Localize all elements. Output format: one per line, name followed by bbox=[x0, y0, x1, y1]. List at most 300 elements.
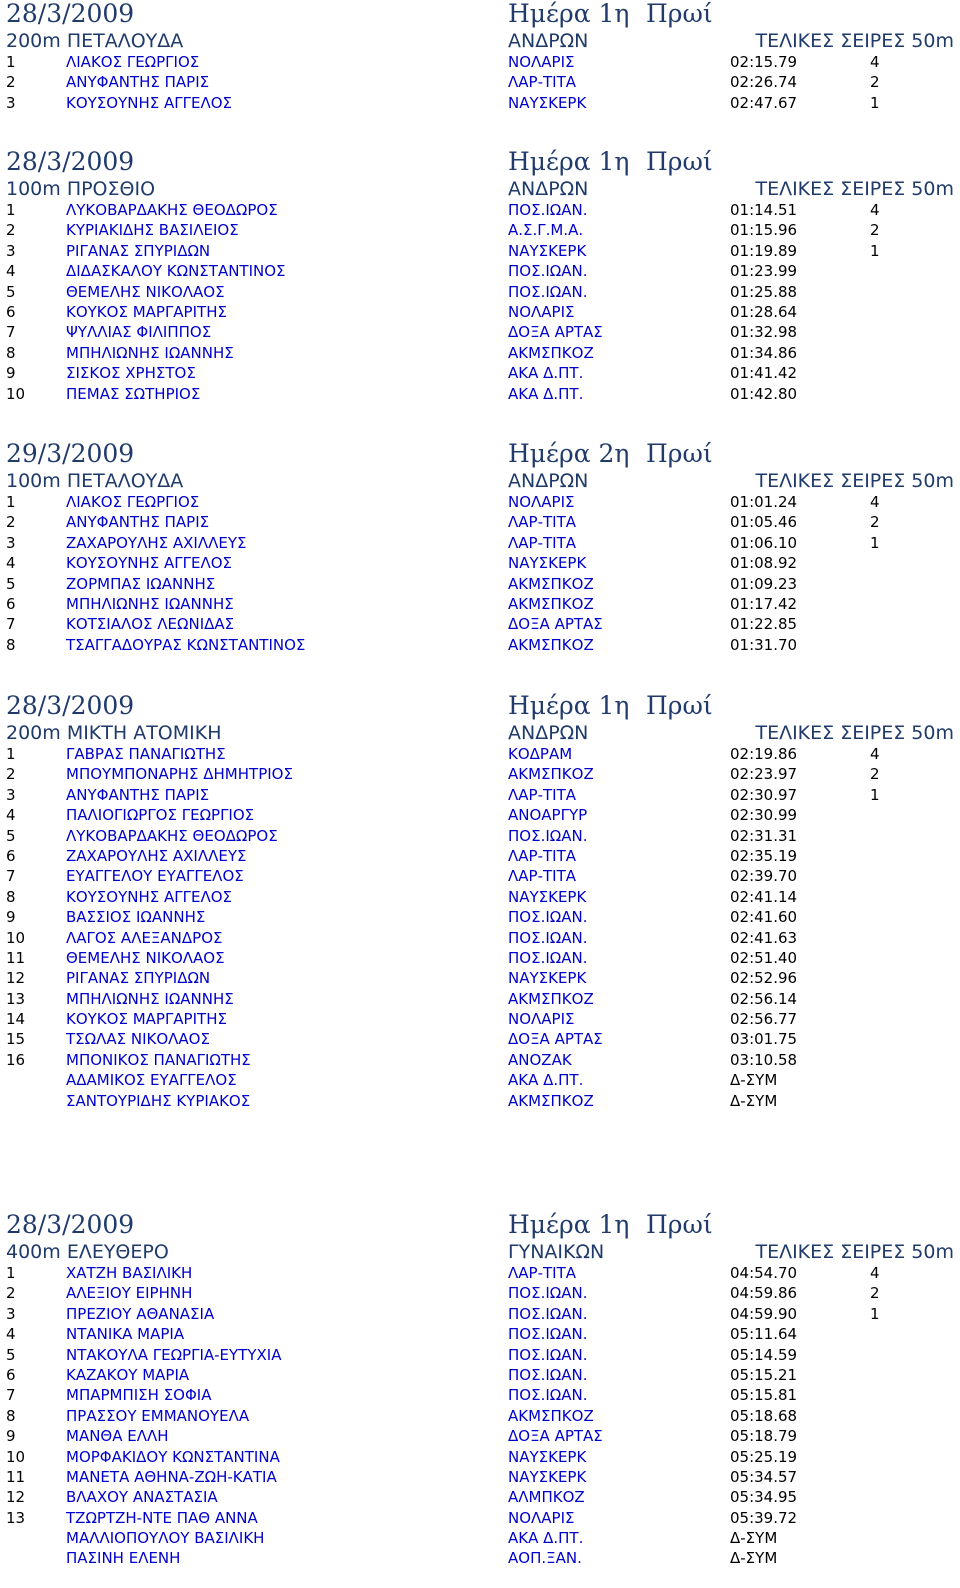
result-row bbox=[0, 1508, 960, 1528]
club-name: ΑΚΑ Δ.ΠΤ. bbox=[508, 1071, 584, 1090]
club-name: ΑΚΜΣΠΚΟΖ bbox=[508, 343, 594, 362]
swimmer-name: ΜΟΡΦΑΚΙΔΟΥ ΚΩΝΣΤΑΝΤΙΝΑ bbox=[66, 1447, 280, 1466]
event-header bbox=[0, 470, 960, 492]
rank-cell: 5 bbox=[6, 282, 16, 301]
club-name: ΠΟΣ.ΙΩΑΝ. bbox=[508, 282, 588, 301]
rank-cell: 3 bbox=[6, 1304, 16, 1323]
result-row bbox=[0, 948, 960, 968]
result-row bbox=[0, 989, 960, 1009]
club-name: ΑΚΜΣΠΚΟΖ bbox=[508, 574, 594, 593]
swimmer-name: ΖΟΡΜΠΑΣ ΙΩΑΝΝΗΣ bbox=[66, 574, 216, 593]
points-cell: 1 bbox=[870, 93, 880, 112]
club-name: ΑΛΜΠΚΟΖ bbox=[508, 1488, 585, 1507]
category-label: ΑΝΔΡΩΝ bbox=[508, 178, 589, 200]
time-cell: 02:47.67 bbox=[730, 93, 798, 112]
swimmer-name: ΒΛΑΧΟΥ ΑΝΑΣΤΑΣΙΑ bbox=[66, 1488, 218, 1507]
time-cell: Δ-ΣΥΜ bbox=[730, 1091, 778, 1110]
swimmer-name: ΜΠΟΥΜΠΟΝΑΡΗΣ ΔΗΜΗΤΡΙΟΣ bbox=[66, 765, 293, 784]
round-label: ΤΕΛΙΚΕΣ ΣΕΙΡΕΣ 50m bbox=[755, 470, 954, 492]
club-name: ΑΚΜΣΠΚΟΖ bbox=[508, 594, 594, 613]
event-section bbox=[0, 440, 960, 655]
club-name: ΑΚΜΣΠΚΟΖ bbox=[508, 1091, 594, 1110]
session-label: Πρωί bbox=[646, 147, 713, 176]
time-cell: Δ-ΣΥΜ bbox=[730, 1529, 778, 1548]
round-label: ΤΕΛΙΚΕΣ ΣΕΙΡΕΣ 50m bbox=[755, 178, 954, 200]
section-header bbox=[0, 0, 960, 30]
club-name: ΛΑΡ-ΤΙΤΑ bbox=[508, 785, 576, 804]
time-cell: 04:59.86 bbox=[730, 1284, 798, 1303]
points-cell: 2 bbox=[870, 513, 880, 532]
club-name: ΑΚΜΣΠΚΟΖ bbox=[508, 989, 594, 1008]
time-cell: 05:18.79 bbox=[730, 1427, 798, 1446]
result-row bbox=[0, 282, 960, 302]
rank-cell: 1 bbox=[6, 745, 16, 763]
time-cell: 02:41.63 bbox=[730, 928, 798, 947]
category-label: ΑΝΔΡΩΝ bbox=[508, 470, 589, 492]
round-label: ΤΕΛΙΚΕΣ ΣΕΙΡΕΣ 50m bbox=[755, 1241, 954, 1263]
club-name: ΠΟΣ.ΙΩΑΝ. bbox=[508, 201, 588, 219]
club-name: ΝΟΛΑΡΙΣ bbox=[508, 53, 575, 71]
time-cell: 01:42.80 bbox=[730, 384, 798, 403]
category-label: ΑΝΔΡΩΝ bbox=[508, 30, 589, 52]
result-row bbox=[0, 322, 960, 342]
day-label: Ημέρα 1η bbox=[508, 1210, 630, 1239]
swimmer-name: ΛΙΑΚΟΣ ΓΕΩΡΓΙΟΣ bbox=[66, 493, 200, 511]
result-row bbox=[0, 533, 960, 553]
rank-cell: 4 bbox=[6, 1325, 16, 1344]
result-row bbox=[0, 1324, 960, 1344]
club-name: Α.Σ.Γ.Μ.Α. bbox=[508, 221, 584, 240]
club-name: ΝΑΥΣΚΕΡΚ bbox=[508, 969, 587, 988]
time-cell: 02:19.86 bbox=[730, 745, 798, 763]
category-label: ΓΥΝΑΙΚΩΝ bbox=[508, 1241, 605, 1263]
event-header bbox=[0, 1241, 960, 1263]
points-cell: 4 bbox=[870, 53, 880, 71]
time-cell: 01:22.85 bbox=[730, 615, 798, 634]
rank-cell: 12 bbox=[6, 1488, 26, 1507]
rank-cell: 1 bbox=[6, 493, 16, 511]
club-name: ΝΟΛΑΡΙΣ bbox=[508, 493, 575, 511]
swimmer-name: ΜΑΝΕΤΑ ΑΘΗΝΑ-ΖΩΗ-ΚΑΤΙΑ bbox=[66, 1467, 277, 1486]
rank-cell: 3 bbox=[6, 785, 16, 804]
time-cell: 05:34.57 bbox=[730, 1467, 798, 1486]
club-name: ΔΟΞΑ ΑΡΤΑΣ bbox=[508, 615, 603, 634]
result-row bbox=[0, 826, 960, 846]
swimmer-name: ΔΙΔΑΣΚΑΛΟΥ ΚΩΝΣΤΑΝΤΙΝΟΣ bbox=[66, 262, 286, 281]
round-label: ΤΕΛΙΚΕΣ ΣΕΙΡΕΣ 50m bbox=[755, 30, 954, 52]
rank-cell: 8 bbox=[6, 1406, 16, 1425]
swimmer-name: ΑΝΥΦΑΝΤΗΣ ΠΑΡΙΣ bbox=[66, 785, 210, 804]
club-name: ΚΟΔΡΑΜ bbox=[508, 745, 573, 763]
result-row bbox=[0, 574, 960, 594]
rank-cell: 16 bbox=[6, 1050, 26, 1069]
time-cell: 01:23.99 bbox=[730, 262, 798, 281]
rank-cell: 8 bbox=[6, 635, 16, 654]
result-row bbox=[0, 785, 960, 805]
session-label: Πρωί bbox=[646, 0, 713, 28]
time-cell: 01:15.96 bbox=[730, 221, 798, 240]
rank-cell: 11 bbox=[6, 948, 26, 967]
section-header bbox=[0, 1211, 960, 1241]
points-cell: 1 bbox=[870, 785, 880, 804]
club-name: ΝΑΥΣΚΕΡΚ bbox=[508, 887, 587, 906]
rank-cell: 8 bbox=[6, 887, 16, 906]
rank-cell: 2 bbox=[6, 221, 16, 240]
club-name: ΑΝΟΖΑΚ bbox=[508, 1050, 572, 1069]
result-row bbox=[0, 1304, 960, 1324]
rank-cell: 5 bbox=[6, 826, 16, 845]
rank-cell: 8 bbox=[6, 343, 16, 362]
time-cell: 01:17.42 bbox=[730, 594, 798, 613]
time-cell: 01:19.89 bbox=[730, 241, 798, 260]
swimmer-name: ΠΕΜΑΣ ΣΩΤΗΡΙΟΣ bbox=[66, 384, 201, 403]
result-row bbox=[0, 302, 960, 322]
club-name: ΝΑΥΣΚΕΡΚ bbox=[508, 1467, 587, 1486]
rank-cell: 6 bbox=[6, 302, 16, 321]
time-cell: 05:15.21 bbox=[730, 1365, 798, 1384]
result-row bbox=[0, 52, 960, 72]
time-cell: 05:25.19 bbox=[730, 1447, 798, 1466]
swimmer-name: ΚΑΖΑΚΟΥ ΜΑΡΙΑ bbox=[66, 1365, 190, 1384]
rank-cell: 5 bbox=[6, 1345, 16, 1364]
club-name: ΑΚΑ Δ.ΠΤ. bbox=[508, 384, 584, 403]
swimmer-name: ΠΡΕΖΙΟΥ ΑΘΑΝΑΣΙΑ bbox=[66, 1304, 215, 1323]
time-cell: 02:51.40 bbox=[730, 948, 798, 967]
result-row bbox=[0, 1091, 960, 1111]
club-name: ΝΟΛΑΡΙΣ bbox=[508, 302, 575, 321]
points-cell: 4 bbox=[870, 1264, 880, 1282]
result-row bbox=[0, 1406, 960, 1426]
result-row bbox=[0, 1548, 960, 1568]
result-row bbox=[0, 200, 960, 220]
rank-cell: 6 bbox=[6, 1365, 16, 1384]
event-title: 100m ΠΕΤΑΛΟΥΔΑ bbox=[6, 470, 184, 492]
club-name: ΝΟΛΑΡΙΣ bbox=[508, 1010, 575, 1029]
event-title: 200m ΠΕΤΑΛΟΥΔΑ bbox=[6, 30, 184, 52]
day-label: Ημέρα 1η bbox=[508, 147, 630, 176]
event-header bbox=[0, 722, 960, 744]
event-section bbox=[0, 148, 960, 404]
time-cell: 01:25.88 bbox=[730, 282, 798, 301]
points-cell: 2 bbox=[870, 221, 880, 240]
result-row bbox=[0, 1029, 960, 1049]
club-name: ΑΚΜΣΠΚΟΖ bbox=[508, 635, 594, 654]
time-cell: 01:32.98 bbox=[730, 323, 798, 342]
result-row bbox=[0, 594, 960, 614]
result-row bbox=[0, 1487, 960, 1507]
swimmer-name: ΑΝΥΦΑΝΤΗΣ ΠΑΡΙΣ bbox=[66, 513, 210, 532]
result-row bbox=[0, 1528, 960, 1548]
rank-cell: 9 bbox=[6, 1427, 16, 1446]
swimmer-name: ΛΑΓΟΣ ΑΛΕΞΑΝΔΡΟΣ bbox=[66, 928, 223, 947]
swimmer-name: ΕΥΑΓΓΕΛΟΥ ΕΥΑΓΓΕΛΟΣ bbox=[66, 867, 244, 886]
club-name: ΠΟΣ.ΙΩΑΝ. bbox=[508, 1325, 588, 1344]
result-row bbox=[0, 1426, 960, 1446]
swimmer-name: ΝΤΑΝΙΚΑ ΜΑΡΙΑ bbox=[66, 1325, 185, 1344]
result-row bbox=[0, 241, 960, 261]
rank-cell: 4 bbox=[6, 806, 16, 825]
swimmer-name: ΚΟΥΣΟΥΝΗΣ ΑΓΓΕΛΟΣ bbox=[66, 554, 232, 573]
event-section bbox=[0, 0, 960, 113]
day-label: Ημέρα 1η bbox=[508, 0, 630, 28]
time-cell: 01:08.92 bbox=[730, 554, 798, 573]
time-cell: 01:14.51 bbox=[730, 201, 798, 219]
club-name: ΛΑΡ-ΤΙΤΑ bbox=[508, 867, 576, 886]
swimmer-name: ΜΠΟΝΙΚΟΣ ΠΑΝΑΓΙΩΤΗΣ bbox=[66, 1050, 251, 1069]
swimmer-name: ΛΥΚΟΒΑΡΔΑΚΗΣ ΘΕΟΔΩΡΟΣ bbox=[66, 826, 278, 845]
points-cell: 4 bbox=[870, 493, 880, 511]
swimmer-name: ΣΙΣΚΟΣ ΧΡΗΣΤΟΣ bbox=[66, 364, 196, 383]
time-cell: 02:15.79 bbox=[730, 53, 798, 71]
club-name: ΔΟΞΑ ΑΡΤΑΣ bbox=[508, 1427, 603, 1446]
swimmer-name: ΜΠΗΛΙΩΝΗΣ ΙΩΑΝΝΗΣ bbox=[66, 343, 234, 362]
time-cell: 05:39.72 bbox=[730, 1508, 798, 1527]
date-label: 28/3/2009 bbox=[6, 691, 135, 720]
result-row bbox=[0, 553, 960, 573]
time-cell: 01:09.23 bbox=[730, 574, 798, 593]
rank-cell: 14 bbox=[6, 1010, 26, 1029]
time-cell: 03:10.58 bbox=[730, 1050, 798, 1069]
rank-cell: 10 bbox=[6, 1447, 26, 1466]
swimmer-name: ΡΙΓΑΝΑΣ ΣΠΥΡΙΔΩΝ bbox=[66, 241, 211, 260]
event-title: 200m ΜΙΚΤΗ ΑΤΟΜΙΚΗ bbox=[6, 722, 222, 744]
time-cell: 01:05.46 bbox=[730, 513, 798, 532]
section-header bbox=[0, 440, 960, 470]
result-row bbox=[0, 512, 960, 532]
rank-cell: 15 bbox=[6, 1030, 26, 1049]
round-label: ΤΕΛΙΚΕΣ ΣΕΙΡΕΣ 50m bbox=[755, 722, 954, 744]
swimmer-name: ΠΑΣΙΝΗ ΕΛΕΝΗ bbox=[66, 1549, 181, 1568]
time-cell: 02:30.97 bbox=[730, 785, 798, 804]
result-row bbox=[0, 805, 960, 825]
swimmer-name: ΚΟΥΚΟΣ ΜΑΡΓΑΡΙΤΗΣ bbox=[66, 1010, 227, 1029]
swimmer-name: ΑΔΑΜΙΚΟΣ ΕΥΑΓΓΕΛΟΣ bbox=[66, 1071, 237, 1090]
points-cell: 2 bbox=[870, 1284, 880, 1303]
rank-cell: 9 bbox=[6, 908, 16, 927]
club-name: ΠΟΣ.ΙΩΑΝ. bbox=[508, 1304, 588, 1323]
club-name: ΑΚΑ Δ.ΠΤ. bbox=[508, 364, 584, 383]
swimmer-name: ΜΠΗΛΙΩΝΗΣ ΙΩΑΝΝΗΣ bbox=[66, 989, 234, 1008]
result-row bbox=[0, 363, 960, 383]
time-cell: 02:26.74 bbox=[730, 73, 798, 92]
swimmer-name: ΚΟΥΣΟΥΝΗΣ ΑΓΓΕΛΟΣ bbox=[66, 93, 232, 112]
swimmer-name: ΚΟΤΣΙΑΛΟΣ ΛΕΩΝΙΔΑΣ bbox=[66, 615, 235, 634]
club-name: ΠΟΣ.ΙΩΑΝ. bbox=[508, 948, 588, 967]
club-name: ΑΝΟΑΡΓΥΡ bbox=[508, 806, 588, 825]
result-row bbox=[0, 1009, 960, 1029]
swimmer-name: ΤΖΩΡΤΖΗ-ΝΤΕ ΠΑΘ ΑΝΝΑ bbox=[66, 1508, 258, 1527]
club-name: ΛΑΡ-ΤΙΤΑ bbox=[508, 73, 576, 92]
date-label: 28/3/2009 bbox=[6, 0, 135, 28]
rank-cell: 3 bbox=[6, 533, 16, 552]
club-name: ΠΟΣ.ΙΩΑΝ. bbox=[508, 1365, 588, 1384]
swimmer-name: ΡΙΓΑΝΑΣ ΣΠΥΡΙΔΩΝ bbox=[66, 969, 211, 988]
club-name: ΠΟΣ.ΙΩΑΝ. bbox=[508, 262, 588, 281]
result-row bbox=[0, 887, 960, 907]
club-name: ΔΟΞΑ ΑΡΤΑΣ bbox=[508, 1030, 603, 1049]
club-name: ΛΑΡ-ΤΙΤΑ bbox=[508, 846, 576, 865]
event-header bbox=[0, 178, 960, 200]
points-cell: 2 bbox=[870, 73, 880, 92]
club-name: ΠΟΣ.ΙΩΑΝ. bbox=[508, 826, 588, 845]
rank-cell: 1 bbox=[6, 53, 16, 71]
rank-cell: 9 bbox=[6, 364, 16, 383]
swimmer-name: ΛΥΚΟΒΑΡΔΑΚΗΣ ΘΕΟΔΩΡΟΣ bbox=[66, 201, 278, 219]
time-cell: 04:59.90 bbox=[730, 1304, 798, 1323]
club-name: ΑΚΑ Δ.ΠΤ. bbox=[508, 1529, 584, 1548]
event-header bbox=[0, 30, 960, 52]
rank-cell: 2 bbox=[6, 1284, 16, 1303]
result-row bbox=[0, 907, 960, 927]
event-title: 400m ΕΛΕΥΘΕΡΟ bbox=[6, 1241, 169, 1263]
time-cell: 03:01.75 bbox=[730, 1030, 798, 1049]
swimmer-name: ΠΡΑΣΣΟΥ ΕΜΜΑΝΟΥΕΛΑ bbox=[66, 1406, 250, 1425]
swimmer-name: ΚΟΥΣΟΥΝΗΣ ΑΓΓΕΛΟΣ bbox=[66, 887, 232, 906]
result-row bbox=[0, 1263, 960, 1283]
club-name: ΠΟΣ.ΙΩΑΝ. bbox=[508, 1345, 588, 1364]
rank-cell: 12 bbox=[6, 969, 26, 988]
club-name: ΔΟΞΑ ΑΡΤΑΣ bbox=[508, 323, 603, 342]
club-name: ΠΟΣ.ΙΩΑΝ. bbox=[508, 928, 588, 947]
club-name: ΛΑΡ-ΤΙΤΑ bbox=[508, 1264, 576, 1282]
day-label: Ημέρα 2η bbox=[508, 439, 630, 468]
club-name: ΠΟΣ.ΙΩΑΝ. bbox=[508, 1284, 588, 1303]
time-cell: Δ-ΣΥΜ bbox=[730, 1071, 778, 1090]
swimmer-name: ΜΑΛΛΙΟΠΟΥΛΟΥ ΒΑΣΙΛΙΚΗ bbox=[66, 1529, 265, 1548]
club-name: ΝΑΥΣΚΕΡΚ bbox=[508, 93, 587, 112]
date-label: 28/3/2009 bbox=[6, 1210, 135, 1239]
club-name: ΛΑΡ-ΤΙΤΑ bbox=[508, 533, 576, 552]
time-cell: 01:28.64 bbox=[730, 302, 798, 321]
date-label: 29/3/2009 bbox=[6, 439, 135, 468]
club-name: ΑΚΜΣΠΚΟΖ bbox=[508, 1406, 594, 1425]
swimmer-name: ΘΕΜΕΛΗΣ ΝΙΚΟΛΑΟΣ bbox=[66, 282, 225, 301]
event-title: 100m ΠΡΟΣΘΙΟ bbox=[6, 178, 156, 200]
swimmer-name: ΤΣΑΓΓΑΔΟΥΡΑΣ ΚΩΝΣΤΑΝΤΙΝΟΣ bbox=[66, 635, 306, 654]
points-cell: 4 bbox=[870, 201, 880, 219]
result-row bbox=[0, 1467, 960, 1487]
swimmer-name: ΚΟΥΚΟΣ ΜΑΡΓΑΡΙΤΗΣ bbox=[66, 302, 227, 321]
session-label: Πρωί bbox=[646, 691, 713, 720]
rank-cell: 13 bbox=[6, 989, 26, 1008]
result-row bbox=[0, 492, 960, 512]
swimmer-name: ΓΑΒΡΑΣ ΠΑΝΑΓΙΩΤΗΣ bbox=[66, 745, 226, 763]
event-section bbox=[0, 692, 960, 1111]
swimmer-name: ΝΤΑΚΟΥΛΑ ΓΕΩΡΓΙΑ-ΕΥΤΥΧΙΑ bbox=[66, 1345, 282, 1364]
time-cell: 01:34.86 bbox=[730, 343, 798, 362]
club-name: ΠΟΣ.ΙΩΑΝ. bbox=[508, 908, 588, 927]
rank-cell: 1 bbox=[6, 1264, 16, 1282]
swimmer-name: ΤΣΩΛΑΣ ΝΙΚΟΛΑΟΣ bbox=[66, 1030, 210, 1049]
club-name: ΝΟΛΑΡΙΣ bbox=[508, 1508, 575, 1527]
rank-cell: 1 bbox=[6, 201, 16, 219]
points-cell: 1 bbox=[870, 533, 880, 552]
result-row bbox=[0, 744, 960, 764]
section-header bbox=[0, 148, 960, 178]
rank-cell: 7 bbox=[6, 867, 16, 886]
rank-cell: 2 bbox=[6, 73, 16, 92]
result-row bbox=[0, 220, 960, 240]
points-cell: 1 bbox=[870, 1304, 880, 1323]
result-row bbox=[0, 384, 960, 404]
day-label: Ημέρα 1η bbox=[508, 691, 630, 720]
swimmer-name: ΖΑΧΑΡΟΥΛΗΣ ΑΧΙΛΛΕΥΣ bbox=[66, 846, 247, 865]
result-row bbox=[0, 764, 960, 784]
result-row bbox=[0, 1365, 960, 1385]
result-row bbox=[0, 1070, 960, 1090]
time-cell: 05:14.59 bbox=[730, 1345, 798, 1364]
swimmer-name: ΜΑΝΘΑ ΕΛΛΗ bbox=[66, 1427, 169, 1446]
rank-cell: 4 bbox=[6, 262, 16, 281]
swimmer-name: ΒΑΣΣΙΟΣ ΙΩΑΝΝΗΣ bbox=[66, 908, 206, 927]
result-row bbox=[0, 968, 960, 988]
swimmer-name: ΜΠΗΛΙΩΝΗΣ ΙΩΑΝΝΗΣ bbox=[66, 594, 234, 613]
swimmer-name: ΜΠΑΡΜΠΙΣΗ ΣΟΦΙΑ bbox=[66, 1386, 212, 1405]
result-row bbox=[0, 343, 960, 363]
time-cell: 02:52.96 bbox=[730, 969, 798, 988]
result-row bbox=[0, 1345, 960, 1365]
time-cell: 02:56.77 bbox=[730, 1010, 798, 1029]
points-cell: 1 bbox=[870, 241, 880, 260]
result-row bbox=[0, 1050, 960, 1070]
result-row bbox=[0, 72, 960, 92]
time-cell: 01:06.10 bbox=[730, 533, 798, 552]
rank-cell: 5 bbox=[6, 574, 16, 593]
swimmer-name: ΑΝΥΦΑΝΤΗΣ ΠΑΡΙΣ bbox=[66, 73, 210, 92]
category-label: ΑΝΔΡΩΝ bbox=[508, 722, 589, 744]
swimmer-name: ΧΑΤΖΗ ΒΑΣΙΛΙΚΗ bbox=[66, 1264, 193, 1282]
time-cell: 05:11.64 bbox=[730, 1325, 798, 1344]
time-cell: 02:30.99 bbox=[730, 806, 798, 825]
result-row bbox=[0, 261, 960, 281]
club-name: ΑΚΜΣΠΚΟΖ bbox=[508, 765, 594, 784]
time-cell: 01:31.70 bbox=[730, 635, 798, 654]
time-cell: Δ-ΣΥΜ bbox=[730, 1549, 778, 1568]
result-row bbox=[0, 846, 960, 866]
club-name: ΠΟΣ.ΙΩΑΝ. bbox=[508, 1386, 588, 1405]
session-label: Πρωί bbox=[646, 439, 713, 468]
result-row bbox=[0, 614, 960, 634]
time-cell: 02:39.70 bbox=[730, 867, 798, 886]
time-cell: 04:54.70 bbox=[730, 1264, 798, 1282]
rank-cell: 13 bbox=[6, 1508, 26, 1527]
time-cell: 01:01.24 bbox=[730, 493, 798, 511]
swimmer-name: ΠΑΛΙΟΓΙΩΡΓΟΣ ΓΕΩΡΓΙΟΣ bbox=[66, 806, 255, 825]
swimmer-name: ΛΙΑΚΟΣ ΓΕΩΡΓΙΟΣ bbox=[66, 53, 200, 71]
points-cell: 4 bbox=[870, 745, 880, 763]
result-row bbox=[0, 928, 960, 948]
result-row bbox=[0, 635, 960, 655]
time-cell: 05:18.68 bbox=[730, 1406, 798, 1425]
event-section bbox=[0, 1211, 960, 1569]
swimmer-name: ΖΑΧΑΡΟΥΛΗΣ ΑΧΙΛΛΕΥΣ bbox=[66, 533, 247, 552]
swimmer-name: ΘΕΜΕΛΗΣ ΝΙΚΟΛΑΟΣ bbox=[66, 948, 225, 967]
time-cell: 02:41.60 bbox=[730, 908, 798, 927]
rank-cell: 2 bbox=[6, 765, 16, 784]
section-header bbox=[0, 692, 960, 722]
points-cell: 2 bbox=[870, 765, 880, 784]
rank-cell: 6 bbox=[6, 846, 16, 865]
rank-cell: 3 bbox=[6, 93, 16, 112]
result-row bbox=[0, 1385, 960, 1405]
rank-cell: 10 bbox=[6, 928, 26, 947]
time-cell: 02:23.97 bbox=[730, 765, 798, 784]
rank-cell: 6 bbox=[6, 594, 16, 613]
club-name: ΝΑΥΣΚΕΡΚ bbox=[508, 554, 587, 573]
time-cell: 01:41.42 bbox=[730, 364, 798, 383]
club-name: ΝΑΥΣΚΕΡΚ bbox=[508, 1447, 587, 1466]
time-cell: 02:31.31 bbox=[730, 826, 798, 845]
